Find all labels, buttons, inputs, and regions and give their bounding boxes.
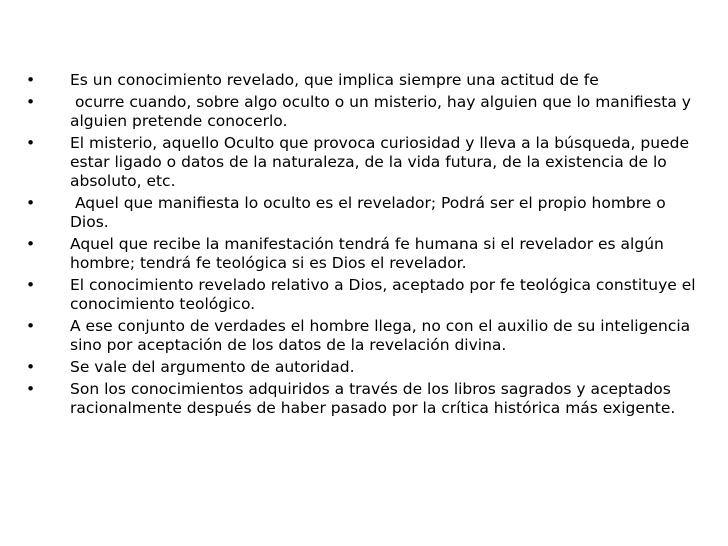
list-item bbox=[26, 134, 706, 191]
list-item bbox=[26, 93, 706, 131]
list-item-text: Son los conocimientos adquiridos a través de los libros sagrados y aceptados racionalmente después de haber pasado por la crítica histórica más exigente. bbox=[70, 380, 676, 417]
list-item-text: Es un conocimiento revelado, que implica siempre una actitud de fe bbox=[70, 71, 599, 89]
list-item bbox=[26, 317, 706, 355]
list-item bbox=[26, 276, 706, 314]
list-item-text: El conocimiento revelado relativo a Dios, aceptado por fe teológica constituye el conocimiento teológico. bbox=[70, 276, 701, 313]
list-item-text: El misterio, aquello Oculto que provoca curiosidad y lleva a la búsqueda, puede estar ligado o datos de la naturaleza, de la vida futura, de la existencia de lo absoluto, etc. bbox=[70, 134, 694, 190]
bullet-icon: • bbox=[26, 317, 36, 335]
list-item-text: Se vale del argumento de autoridad. bbox=[70, 358, 355, 376]
list-item-text: Aquel que recibe la manifestación tendrá fe humana si el revelador es algún hombre; tendrá fe teológica si es Dios el revelador. bbox=[70, 235, 669, 272]
bullet-icon: • bbox=[26, 71, 36, 89]
list-item bbox=[26, 380, 706, 418]
bullet-icon: • bbox=[26, 235, 36, 253]
bullet-icon: • bbox=[26, 134, 36, 152]
list-item-text: Aquel que manifiesta lo oculto es el revelador; Podrá ser el propio hombre o Dios. bbox=[70, 194, 671, 231]
bullet-icon: • bbox=[26, 93, 36, 111]
bullet-icon: • bbox=[26, 194, 36, 212]
bullet-icon: • bbox=[26, 358, 36, 376]
list-item bbox=[26, 71, 706, 90]
list-item-text: ocurre cuando, sobre algo oculto o un misterio, hay alguien que lo manifiesta y alguien pretende conocerlo. bbox=[70, 93, 696, 130]
list-item bbox=[26, 235, 706, 273]
list-item bbox=[26, 358, 706, 377]
bullet-icon: • bbox=[26, 380, 36, 398]
list-item-text: A ese conjunto de verdades el hombre llega, no con el auxilio de su inteligencia sino por aceptación de los datos de la revelación divina. bbox=[70, 317, 696, 354]
list-item bbox=[26, 194, 706, 232]
bullet-list bbox=[26, 71, 706, 421]
bullet-icon: • bbox=[26, 276, 36, 294]
